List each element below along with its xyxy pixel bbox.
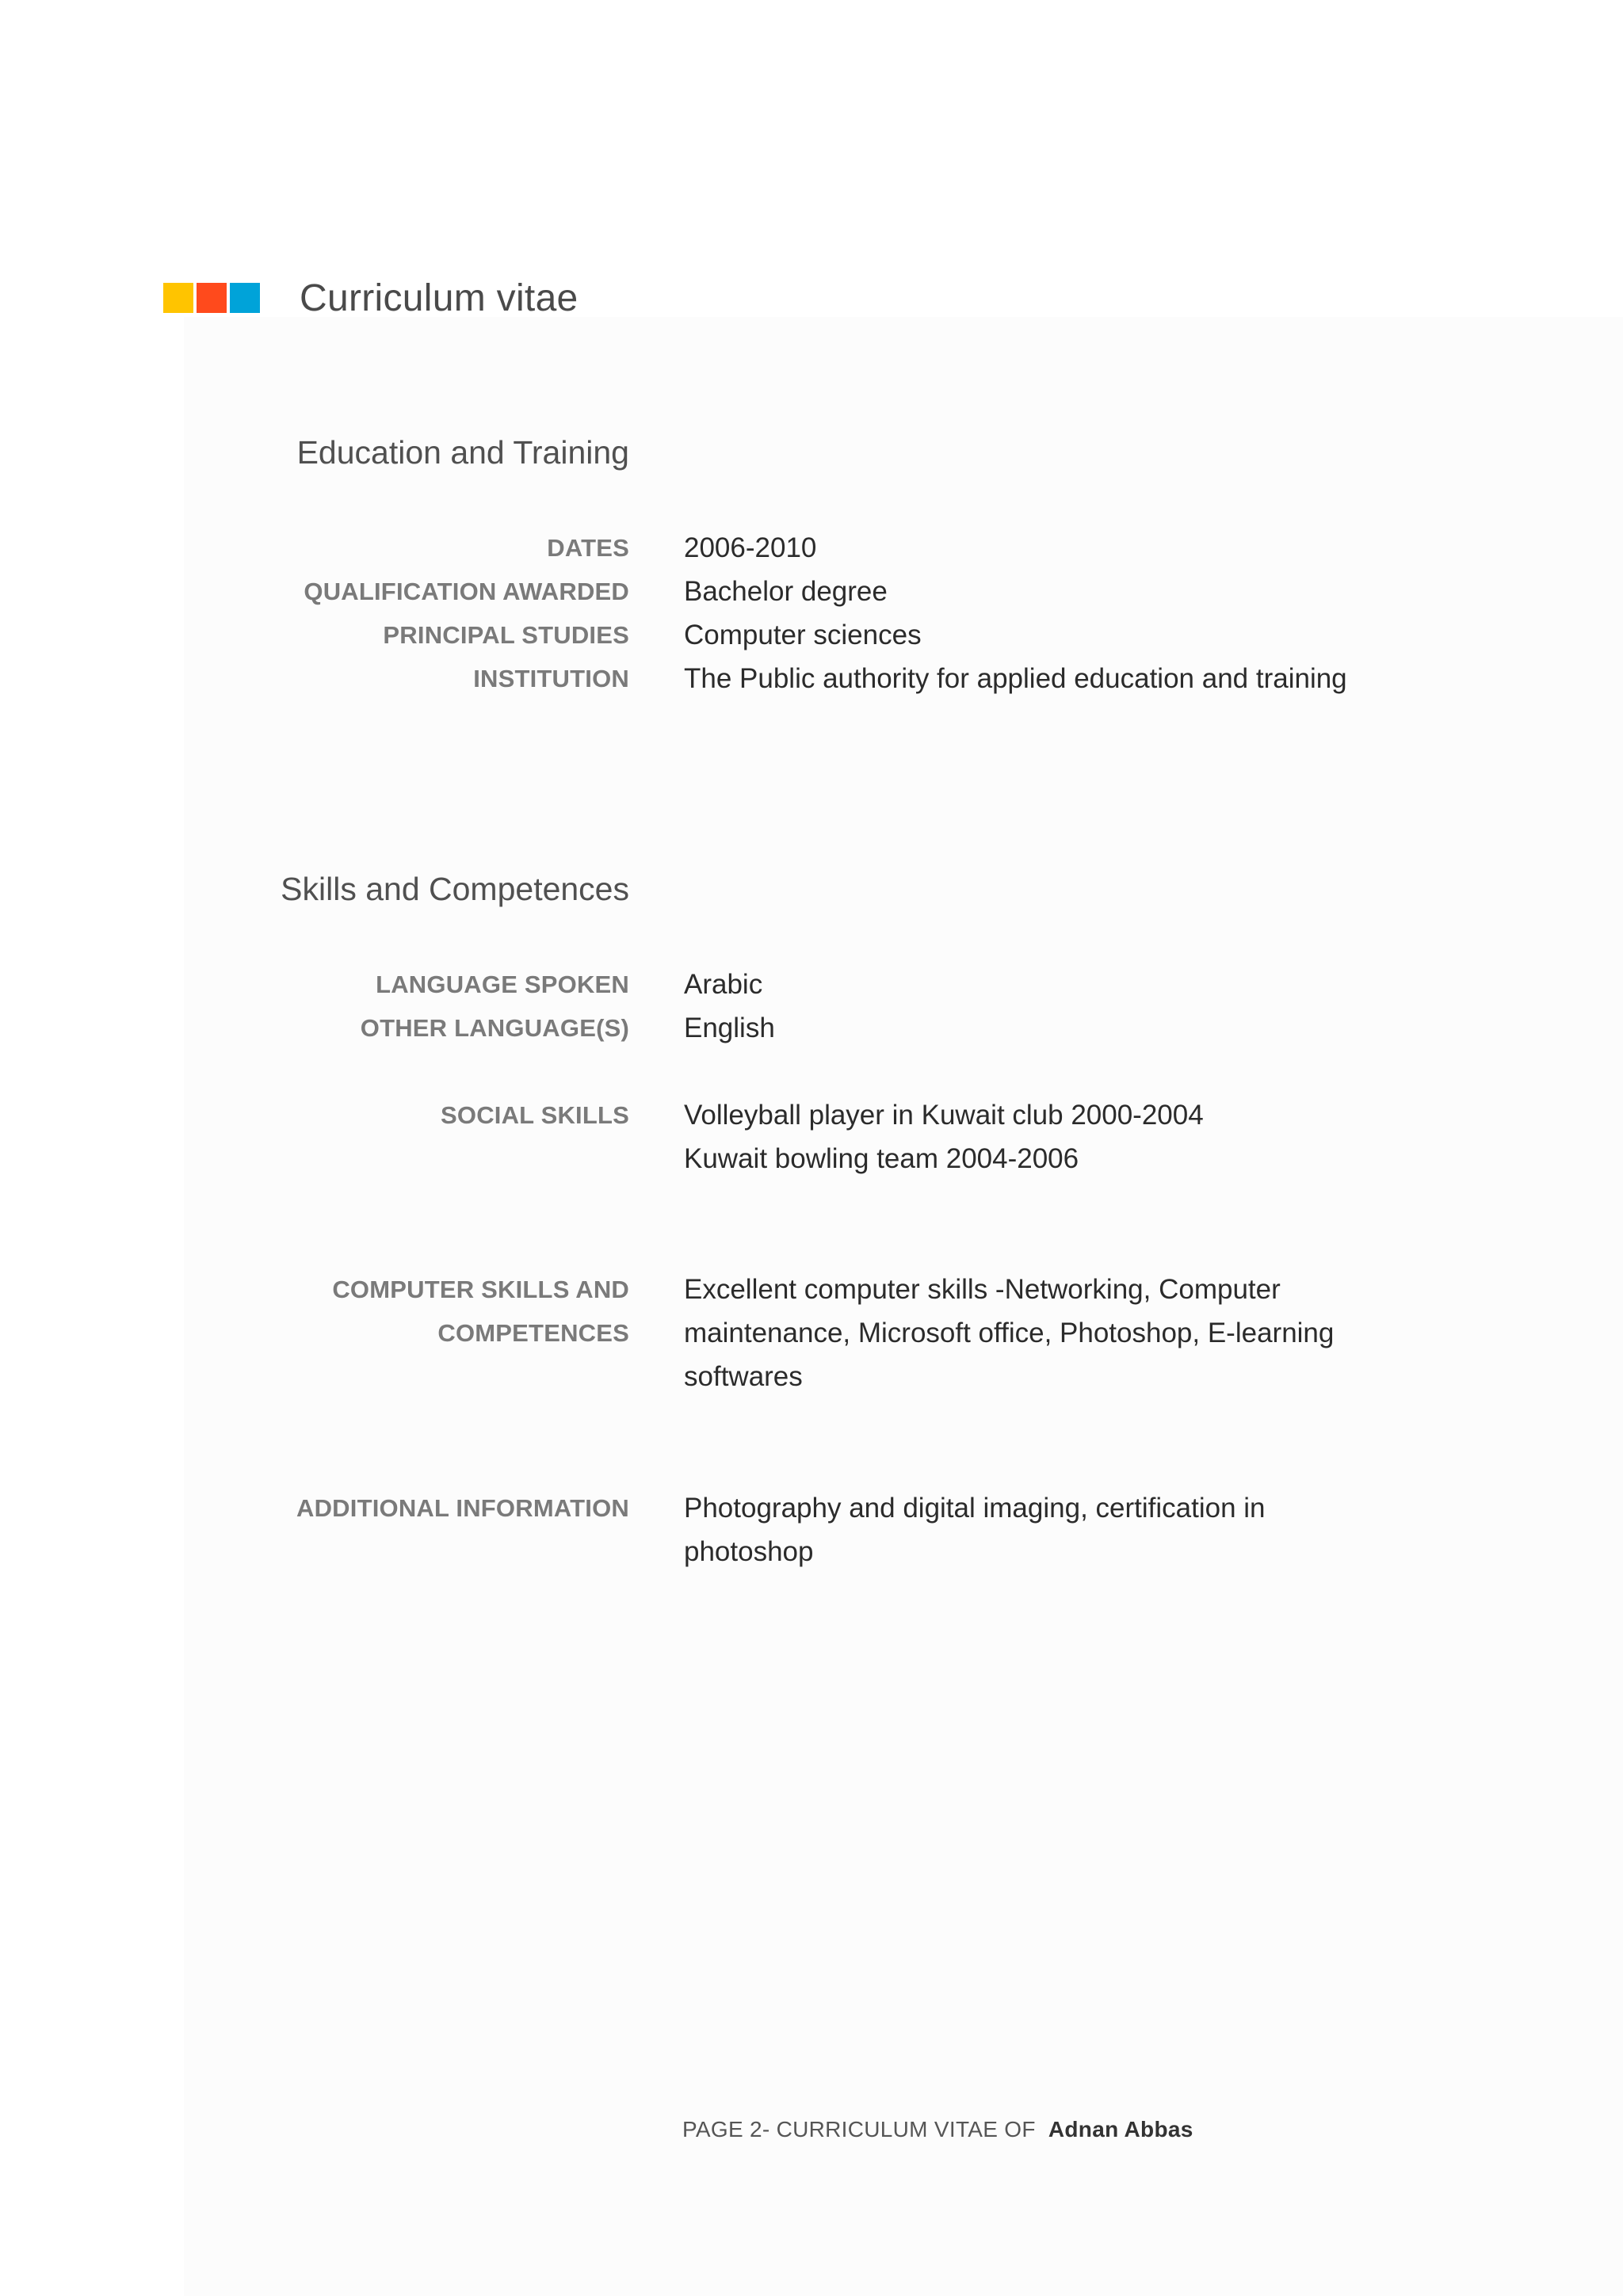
page-footer (682, 2117, 1193, 2142)
skills-section-title: Skills and Competences (281, 871, 629, 907)
language-spoken-value: Arabic (684, 969, 763, 1000)
footer-name: Adnan Abbas (1048, 2117, 1193, 2142)
computer-skills-value: Excellent computer skills -Networking, Computer maintenance, Microsoft office, Photoshop, E-learning softwares (684, 1274, 1335, 1392)
qualification-label: QUALIFICATION AWARDED (304, 578, 629, 605)
logo-square-yellow (163, 283, 193, 313)
other-languages-label: OTHER LANGUAGE(S) (360, 1014, 629, 1042)
institution-value: The Public authority for applied education and training (684, 663, 1347, 694)
dates-label: DATES (547, 534, 629, 562)
additional-info-value: Photography and digital imaging, certification in photoshop (684, 1493, 1266, 1567)
language-spoken-label: LANGUAGE SPOKEN (376, 971, 629, 998)
studies-label: PRINCIPAL STUDIES (383, 621, 629, 649)
computer-skills-label-line: COMPUTER SKILLS AND (332, 1276, 629, 1303)
social-skill-line: Volleyball player in Kuwait club 2000-2004 (684, 1100, 1204, 1131)
cv-header (163, 274, 579, 322)
qualification-value: Bachelor degree (684, 576, 888, 607)
logo-square-blue (230, 283, 260, 313)
additional-info-label: ADDITIONAL INFORMATION (296, 1494, 629, 1522)
studies-value: Computer sciences (684, 620, 922, 650)
other-languages-value: English (684, 1013, 775, 1043)
social-skills-value (684, 1093, 1397, 1180)
computer-skills-label-line: COMPETENCES (437, 1319, 629, 1347)
footer-prefix: PAGE 2- CURRICULUM VITAE OF (682, 2117, 1036, 2142)
computer-skills-label (332, 1268, 629, 1355)
social-skill-line: Kuwait bowling team 2004-2006 (684, 1143, 1079, 1174)
institution-label: INSTITUTION (473, 665, 629, 692)
logo-squares (163, 283, 260, 313)
page-title: Curriculum vitae (300, 277, 579, 319)
social-skills-label: SOCIAL SKILLS (441, 1101, 629, 1129)
education-section-title: Education and Training (296, 434, 629, 471)
logo-square-orange (197, 283, 227, 313)
dates-value: 2006-2010 (684, 532, 817, 563)
